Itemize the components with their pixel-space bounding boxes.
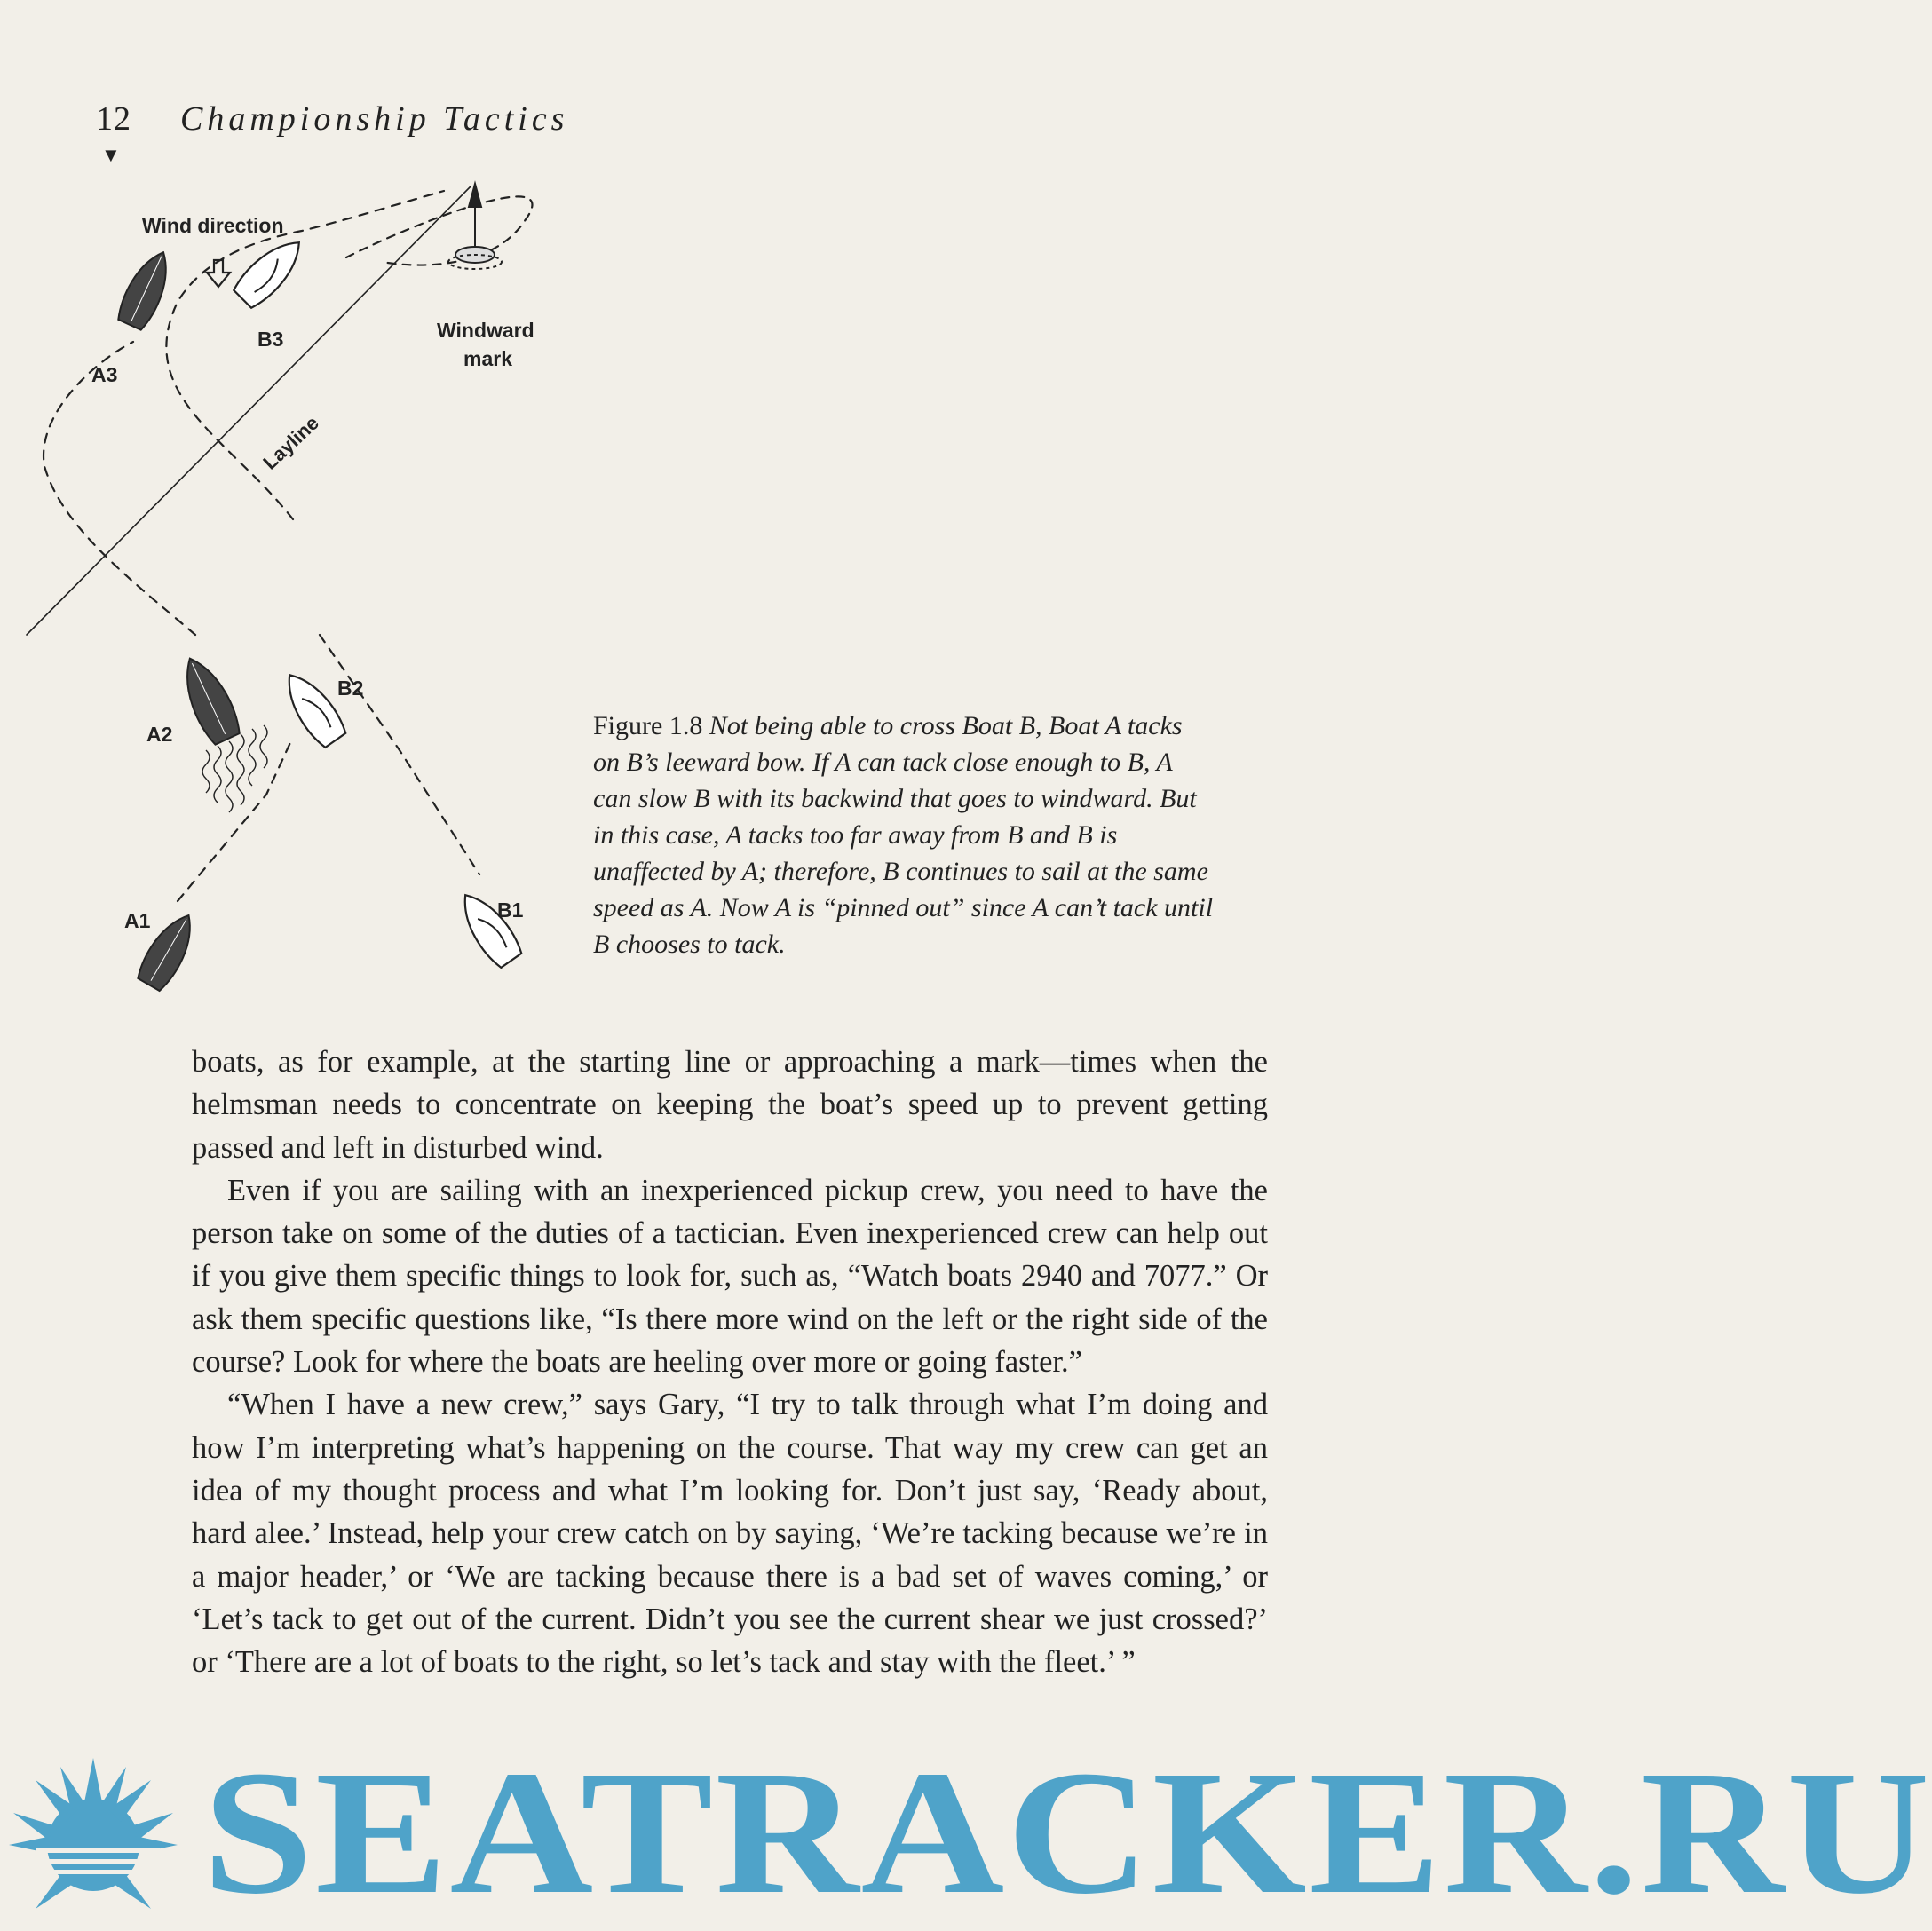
label-mark: mark [463, 347, 512, 370]
boat-a3-icon [115, 245, 178, 332]
paragraph-1: boats, as for example, at the starting line or approaching a mark—times when the helmsman needs to concentrate on keeping the boat’s speed up to prevent getting passed and left in disturbed wind. [192, 1045, 1268, 1165]
watermark-text: SEATRACKER.RU [202, 1735, 1932, 1931]
running-title: Championship Tactics [180, 100, 569, 138]
label-b1: B1 [497, 898, 524, 922]
caption-lead: Figure 1.8 [593, 711, 703, 740]
figure-caption [593, 708, 1215, 962]
label-wind-direction: Wind direction [142, 214, 284, 237]
windward-mark-icon [448, 184, 502, 269]
layline-line [27, 186, 471, 635]
label-windward: Windward [437, 319, 534, 342]
body-text [192, 1041, 1268, 1683]
running-header [96, 99, 568, 138]
boat-a2-icon [173, 651, 243, 747]
tactics-diagram [27, 173, 586, 999]
label-a1: A1 [124, 909, 151, 932]
caption-body: Not being able to cross Boat B, Boat A tacks on B’s leeward bow. If A can tack close enough to B, A can slow B with its backwind that goes to windward. But in this case, A tacks too far away from B and B is unaffected by A; therefore, B continues to sail at the same speed as A. Now A is “pinned out” since A can’t tack until B chooses to tack. [593, 711, 1214, 959]
header-marker-icon: ▼ [101, 144, 121, 166]
label-b2: B2 [337, 677, 364, 700]
label-a3: A3 [91, 363, 118, 386]
paragraph-2: Even if you are sailing with an inexperienced pickup crew, you need to have the person take on some of the duties of a tactician. Even inexperienced crew can help out if you give them specific things to look for, such as, “Watch boats 2940 and 7077.” Or ask them specific questions like, “Is there more wind on the left or the right side of the course? Look for where the boats are heeling over more or going faster.” [192, 1173, 1268, 1380]
wind-arrow-icon [207, 260, 230, 287]
boat-b3-icon [231, 231, 311, 311]
boat-b-path-upper [166, 191, 444, 519]
label-a2: A2 [146, 723, 173, 746]
page-number: 12 [96, 100, 131, 138]
label-b3: B3 [257, 328, 284, 351]
paragraph-3: “When I have a new crew,” says Gary, “I try to talk through what I’m doing and how I’m interpreting what’s happening on the course. That way my crew can get an idea of my thought process and what I’m looking for. Don’t just say, ‘Ready about, hard alee.’ Instead, help your crew catch on by saying, ‘We’re tacking because we’re in a major header,’ or ‘We are tacking because there is a bad set of waves coming,’ or ‘Let’s tack to get out of the current. Didn’t you see the current shear we just crossed?’ or ‘There are a lot of boats to the right, so let’s tack and stay with the fleet.’ ” [192, 1388, 1268, 1680]
boat-a-path-lower [178, 737, 293, 901]
label-layline: Layline [258, 411, 323, 474]
boat-b-path-lower [320, 635, 479, 874]
mark-rounding-path [346, 196, 532, 265]
